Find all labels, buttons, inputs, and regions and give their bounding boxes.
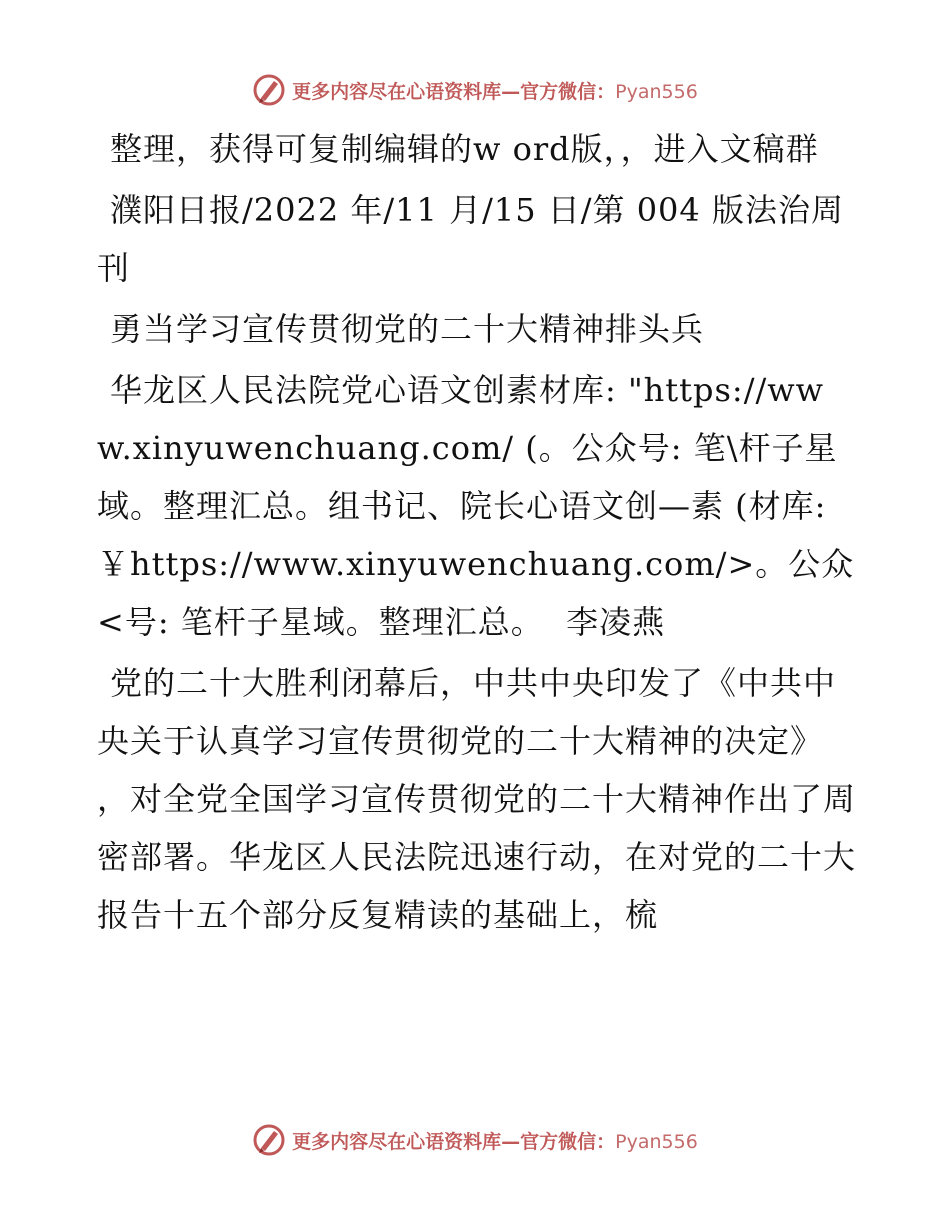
watermark-text: 更多内容尽在心语资料库—官方微信：Pyan556 <box>292 80 698 103</box>
watermark-text: 更多内容尽在心语资料库—官方微信：Pyan556 <box>292 1130 698 1153</box>
paragraph-intro: 整理，获得可复制编辑的w ord版，，进入文稿群 <box>110 130 819 168</box>
pen-logo-icon <box>252 1123 286 1157</box>
document-body <box>97 120 857 947</box>
paragraph-body: 党的二十大胜利闭幕后，中共中央印发了《中共中央关于认真学习宣传贯彻党的二十大精神的决定》 ，对全党全国学习宣传贯彻党的二十大精神作出了周密部署。华龙区人民法院迅速行动，在对党的二十大报告十五个部分反复精读的基础上，梳 <box>97 664 857 934</box>
paragraph-author: 华龙区人民法院党心语文创素材库: "https://www.xinyuwenchuang.com/ (。公众号: 笔\杆子星域。整理汇总。组书记、院长心语文创—素 (材库: ￥https://www.xinyuwenchuang.com/>。公众<号: 笔杆子星域。整理汇总。 李凌燕 <box>97 371 855 641</box>
footer-watermark <box>0 1120 950 1160</box>
header-watermark <box>0 70 950 110</box>
article-title: 勇当学习宣传贯彻党的二十大精神排头兵 <box>110 310 705 348</box>
pen-logo-icon <box>252 73 286 107</box>
paragraph-source: 濮阳日报/2022 年/11 月/15 日/第 004 版法治周刊 <box>97 191 844 287</box>
